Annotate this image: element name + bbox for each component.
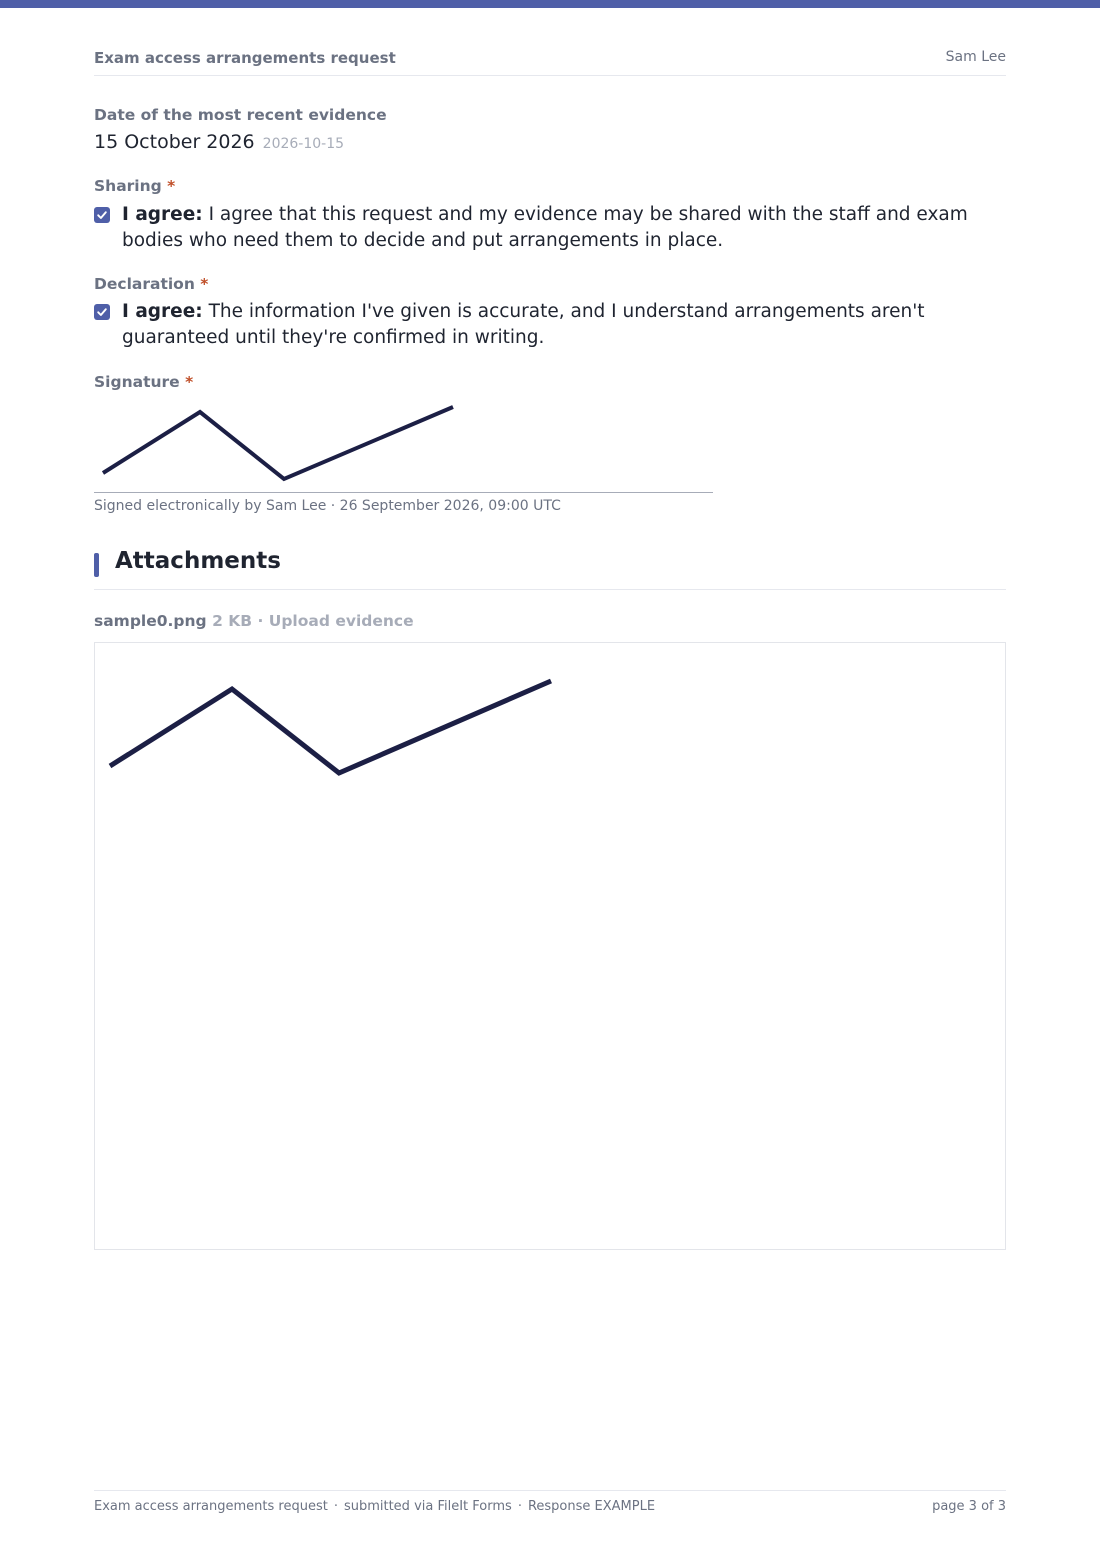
- footer-separator: ·: [517, 1499, 522, 1514]
- signature-label-text: Signature: [94, 373, 180, 391]
- sharing-required-mark: *: [167, 177, 176, 195]
- sharing-checkbox[interactable]: [94, 207, 110, 223]
- attachment-image-stroke: [110, 681, 551, 773]
- declaration-consent: [94, 299, 1006, 351]
- sharing-agree-label: I agree:: [122, 204, 203, 225]
- declaration-consent-text: [122, 299, 1002, 351]
- signature-drawing: [94, 398, 714, 490]
- section-accent-bar: [94, 553, 99, 577]
- declaration-checkbox[interactable]: [94, 304, 110, 320]
- footer-response: Response EXAMPLE: [527, 1499, 656, 1514]
- page-footer: [94, 1490, 1006, 1514]
- declaration-agree-label: I agree:: [122, 301, 203, 322]
- document-page: [94, 0, 1006, 1556]
- attachment-image: [95, 643, 1005, 1249]
- signature-stroke: [103, 407, 453, 479]
- sharing-consent-text: [122, 202, 1002, 254]
- footer-form-name: Exam access arrangements request: [94, 1499, 328, 1514]
- attachment-meta: [94, 612, 414, 630]
- evidence-date-value: [94, 131, 344, 153]
- signature-caption: Signed electronically by Sam Lee · 26 September 2026, 09:00 UTC: [94, 498, 561, 514]
- sharing-statement: I agree that this request and my evidence may be shared with the staff and exam bodies who need them to decide and put arrangements in place.: [122, 204, 968, 251]
- declaration-label-text: Declaration: [94, 275, 195, 293]
- signature-label: [94, 373, 193, 391]
- sharing-label-text: Sharing: [94, 177, 162, 195]
- footer-info: [94, 1499, 655, 1514]
- evidence-date-label: Date of the most recent evidence: [94, 106, 387, 124]
- attachments-section-header: [94, 548, 1006, 590]
- signature-required-mark: *: [185, 373, 194, 391]
- attachment-details: 2 KB · Upload evidence: [212, 612, 414, 630]
- attachment-preview: [94, 642, 1006, 1250]
- evidence-date-iso: 2026-10-15: [262, 136, 345, 152]
- document-header: [94, 49, 1006, 76]
- footer-page-number: page 3 of 3: [932, 1499, 1006, 1514]
- signature-baseline: [94, 492, 713, 493]
- sharing-label: [94, 177, 175, 195]
- declaration-required-mark: *: [200, 275, 209, 293]
- document-title: Exam access arrangements request: [94, 49, 396, 67]
- footer-submitted: submitted via FileIt Forms: [343, 1499, 512, 1514]
- respondent-name: Sam Lee: [945, 49, 1006, 65]
- evidence-date-text: 15 October 2026: [94, 131, 255, 153]
- declaration-statement: The information I've given is accurate, and I understand arrangements aren't guaranteed until they're confirmed in writing.: [122, 301, 925, 348]
- attachment-filename[interactable]: sample0.png: [94, 612, 207, 630]
- declaration-label: [94, 275, 208, 293]
- sharing-consent: [94, 202, 1006, 254]
- footer-separator: ·: [333, 1499, 338, 1514]
- attachments-heading: Attachments: [115, 548, 281, 574]
- checkmark-icon: [96, 306, 108, 318]
- checkmark-icon: [96, 209, 108, 221]
